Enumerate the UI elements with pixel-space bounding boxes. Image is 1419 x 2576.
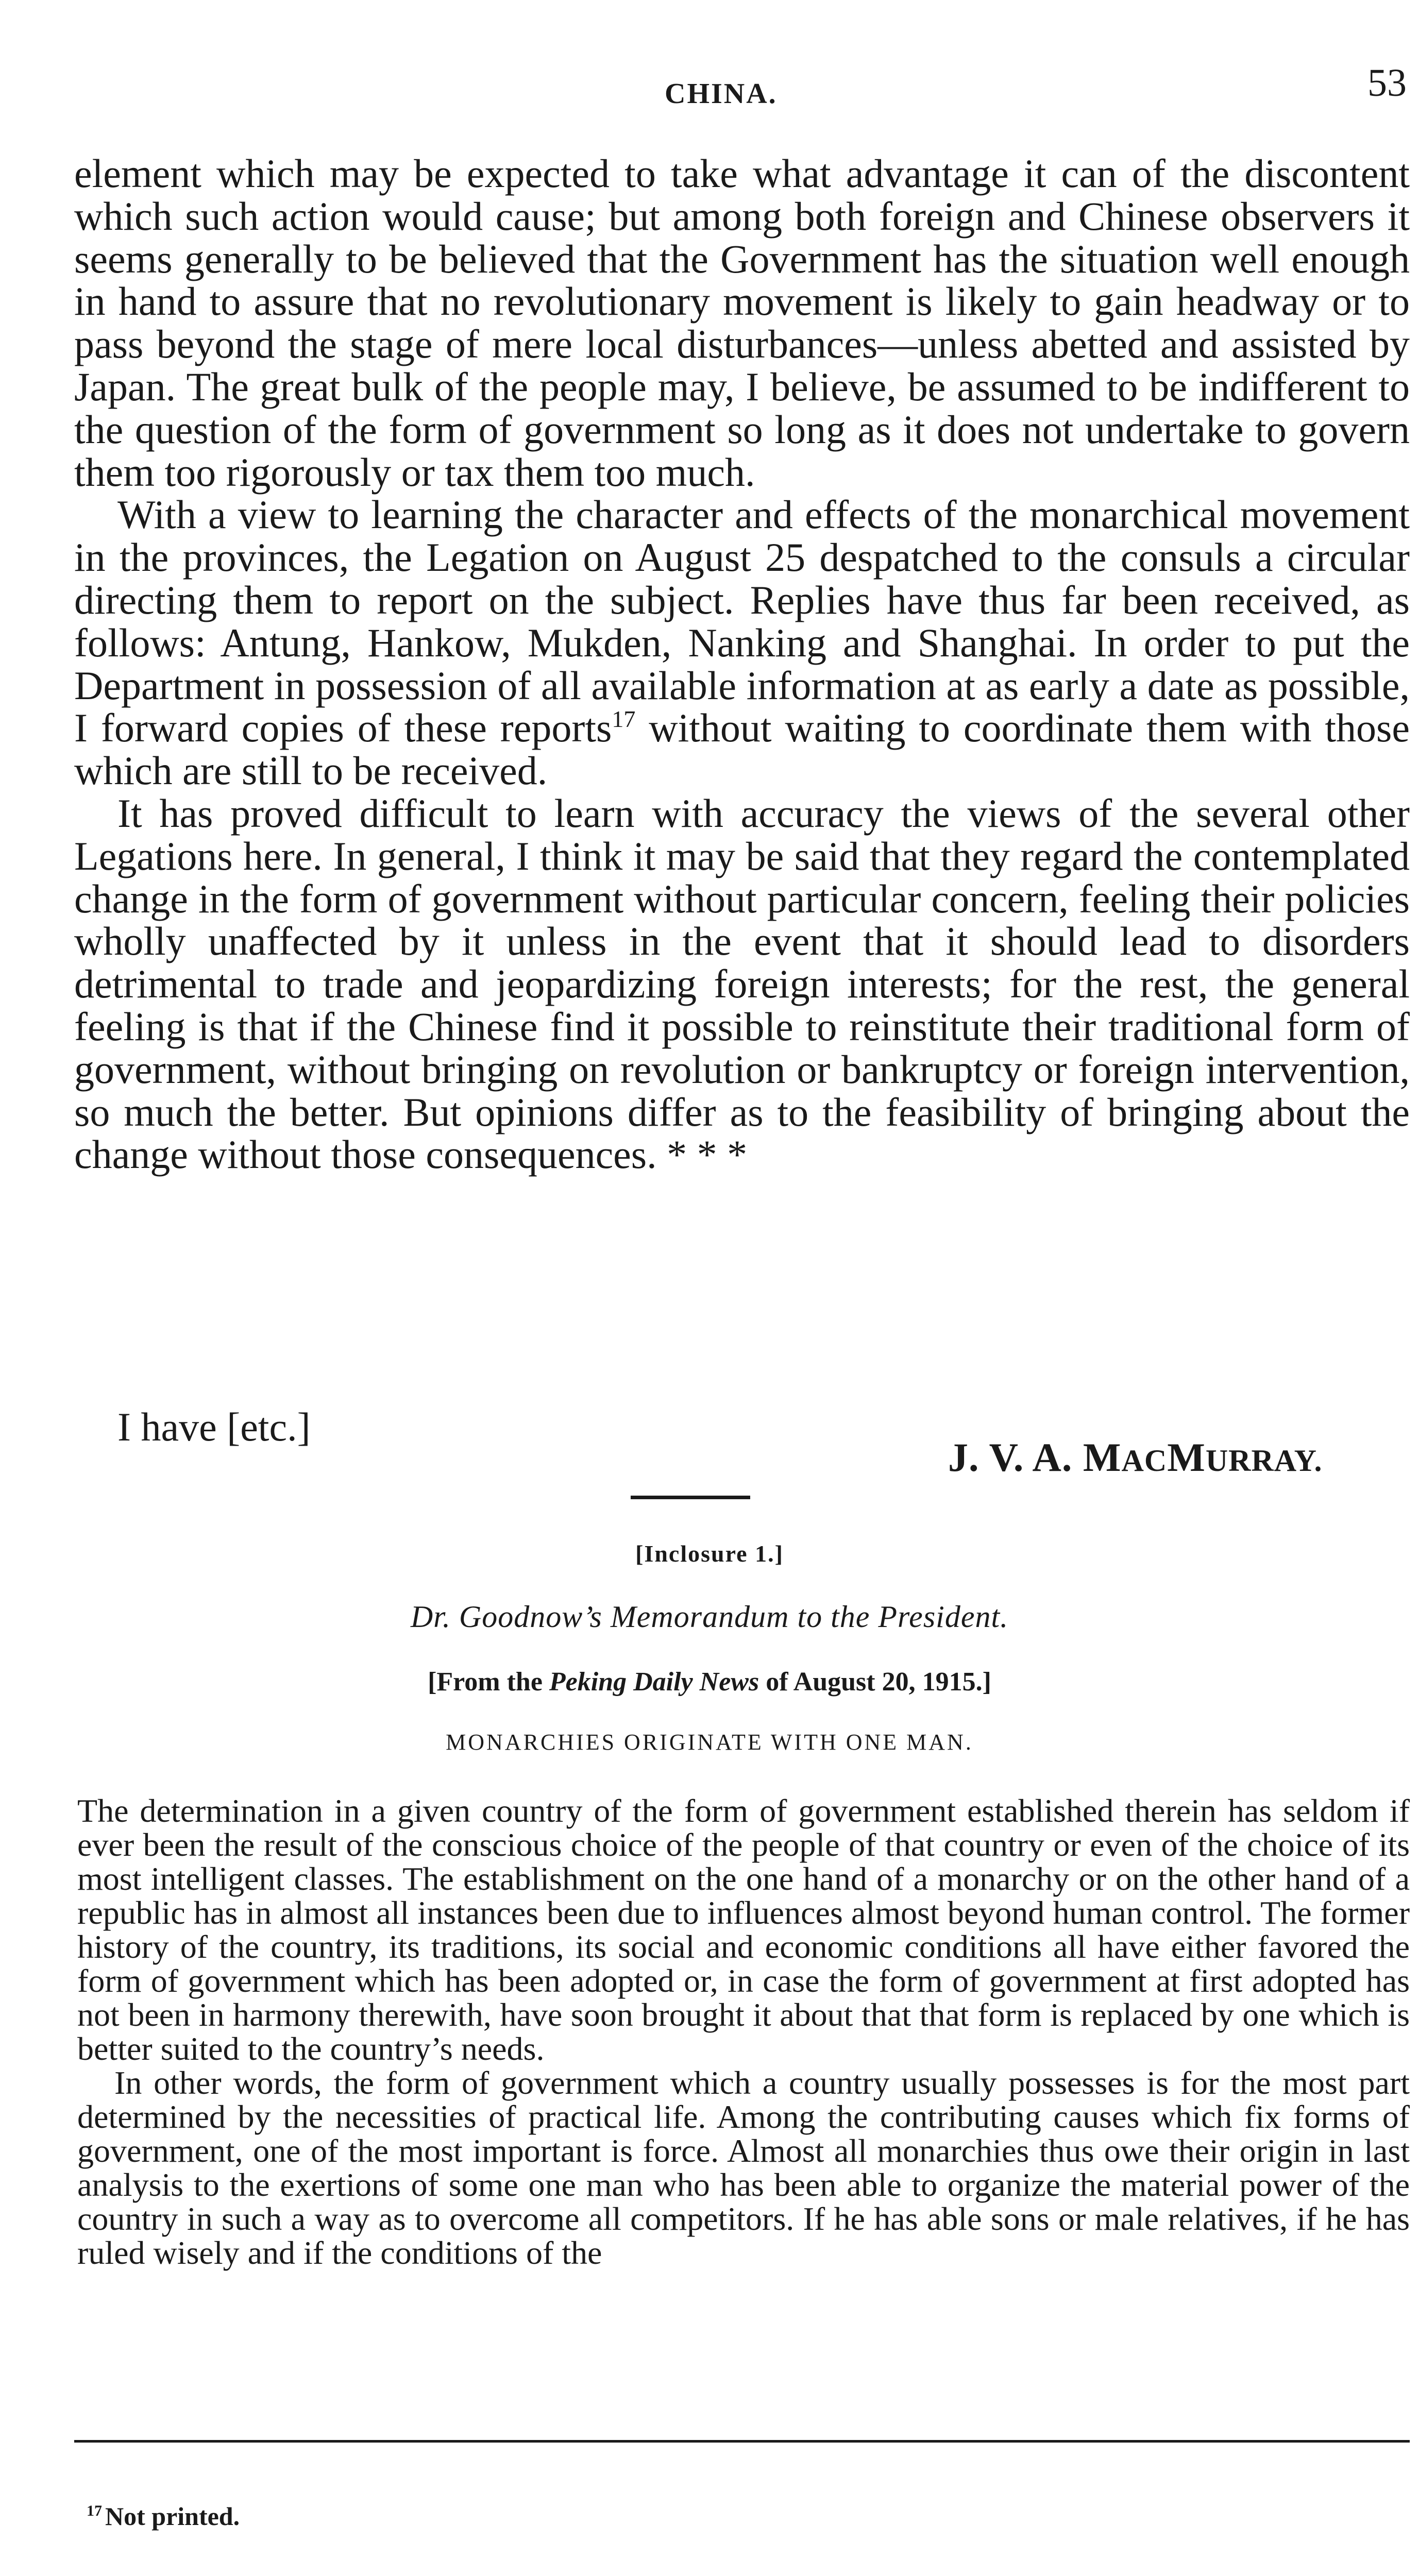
memorandum-paragraph-1: The determination in a given country of the form of government established therein has seldom if ever been the result of the conscious choice of the people of that country or even of the choice of its most intelligent classes. The establishment on the one hand of a monarchy or on the other hand of a republic has in almost all instances been due to influences almost beyond human control. The former history of the country, its traditions, its social and economic conditions all have either favored the form of government which has been adopted or, in case the form of government at first adopted has not been in harmony therewith, have soon brought it about that that form is replaced by one which is better suited to the country’s needs. (77, 1792, 1410, 2067)
signature-small-caps-1: AC (1121, 1444, 1168, 1478)
footnote-marker: 17 (87, 2502, 102, 2519)
newspaper-name: Peking Daily News (549, 1667, 759, 1697)
memorandum-title: Dr. Goodnow’s Memorandum to the President. (410, 1600, 1009, 1634)
source-line (0, 1667, 1419, 1697)
inclosure-label: [Inclosure 1.] (635, 1540, 784, 1567)
letter-body (74, 152, 1410, 1176)
page-number: 53 (1367, 61, 1407, 105)
letter-paragraph-1: element which may be expected to take what advantage it can of the discontent which such action would cause; but among both foreign and Chinese observers it seems generally to be believed that the Government has the situation well enough in hand to assure that no revolutionary movement is likely to gain headway or to pass beyond the stage of mere local disturbances—unless abetted and assisted by Japan. The great bulk of the people may, I believe, be assumed to be indifferent to the question of the form of government so long as it does not undertake to govern them too rigorously or tax them too much. (74, 151, 1410, 495)
section-subheading: MONARCHIES ORIGINATE WITH ONE MAN. (446, 1730, 973, 1755)
signature-initials: J. V. A. M (948, 1435, 1122, 1480)
memorandum-paragraph-2: In other words, the form of government which a country usually possesses is for the most part determined by the necessities of practical life. Among the contributing causes which fix forms of government, one of the most important is force. Almost all monarchies thus owe their origin in last analysis to the exertions of some one man who has been able to organize the material power of the country in such a way as to overcome all competitors. If he has able sons or male relatives, if he has ruled wisely and if the conditions of the (77, 2064, 1410, 2271)
section-divider (631, 1496, 750, 1499)
signature-small-caps-2: URRAY. (1205, 1444, 1323, 1478)
footnote-divider (74, 2440, 1410, 2443)
signature-capital: M (1167, 1435, 1206, 1480)
letter-paragraph-3: It has proved difficult to learn with accuracy the views of the several other Legations here. In general, I think it may be said that they regard the contemplated change in the form of government without particular concern, feeling their policies wholly unaffected by it unless in the event that it should lead to disorders detrimental to trade and jeopardizing foreign interests; for the rest, the general feeling is that if the Chinese find it possible to reinstitute their traditional form of government, without bringing on revolution or bankruptcy or foreign intervention, so much the better. But opinions differ as to the feasibility of bringing about the change without those consequences. * * * (74, 790, 1410, 1177)
memorandum-body (77, 1794, 1410, 2270)
source-prefix: [From the (428, 1667, 549, 1697)
footnote (87, 2501, 240, 2531)
letter-paragraph-2-text: With a view to learning the character and effects of the monarchical movement in the provinces, the Legation on August 25 despatched to the consuls a circular directing them to report on the subject. Replies have thus far been received, as follows: Antung, Hankow, Mukden, Nanking and Shanghai. In order to put the Department in possession of all available information at as early a date as possible, I forward copies of these reports (74, 492, 1410, 751)
letter-paragraph-2 (74, 494, 1410, 792)
closing-line: I have [etc.] (117, 1404, 311, 1449)
running-head: CHINA. (665, 78, 778, 110)
letter-paragraph-2-text-continued: without waiting to coordinate them with those which are still to be received. (74, 705, 1410, 793)
source-suffix: of August 20, 1915.] (759, 1667, 991, 1697)
footnote-reference: 17 (612, 706, 636, 733)
signature (948, 1434, 1322, 1481)
footnote-text: Not printed. (105, 2502, 240, 2531)
